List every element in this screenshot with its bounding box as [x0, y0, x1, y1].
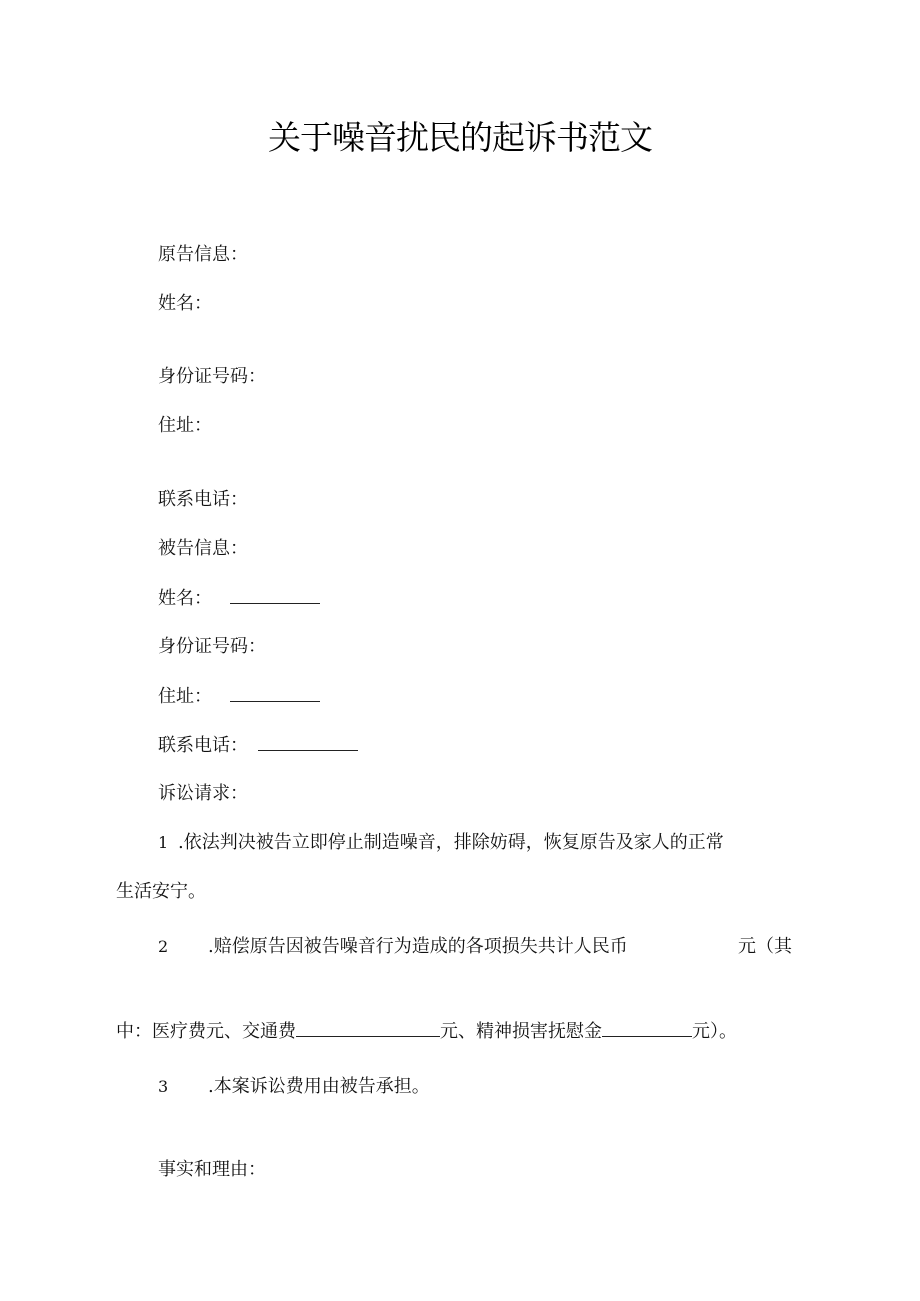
defendant-heading: 被告信息： [158, 538, 248, 559]
plaintiff-name-label: 姓名： [158, 293, 212, 314]
defendant-id-label: 身份证号码： [158, 636, 266, 657]
transport-fee-blank [296, 1018, 440, 1037]
claims-heading: 诉讼请求： [158, 783, 248, 804]
claim-item-2-line-2 [116, 1018, 737, 1045]
claim-item-2-number: 2 [158, 937, 169, 956]
facts-heading: 事实和理由： [158, 1159, 266, 1180]
claim-item-1-number: 1 [158, 833, 169, 852]
claim-item-2-text-end: 元（其 [738, 936, 792, 957]
claim-item-2-line-1 [158, 934, 628, 960]
claim-item-3-text: .本案诉讼费用由被告承担。 [208, 1076, 430, 1097]
defendant-name-row [158, 585, 320, 612]
defendant-address-row [158, 683, 320, 710]
defendant-name-label: 姓名： [158, 588, 212, 609]
defendant-address-label: 住址： [158, 686, 212, 707]
claim-item-3-number: 3 [158, 1077, 169, 1096]
plaintiff-address-label: 住址： [158, 415, 212, 436]
claim-item-2-closing: 元）。 [692, 1021, 737, 1042]
claim-item-2-text: .赔偿原告因被告噪音行为造成的各项损失共计人民币 [208, 936, 628, 957]
defendant-phone-blank [258, 732, 358, 751]
claim-item-1-line-1 [158, 830, 724, 856]
claim-item-3-line [158, 1074, 430, 1100]
plaintiff-heading: 原告信息： [158, 244, 248, 265]
mental-damages-blank [602, 1018, 692, 1037]
claim-item-1-text: .依法判决被告立即停止制造噪音，排除妨碍，恢复原告及家人的正常 [178, 832, 724, 853]
defendant-address-blank [230, 683, 320, 702]
defendant-name-blank [230, 585, 320, 604]
document-title: 关于噪音扰民的起诉书范文 [268, 118, 652, 157]
plaintiff-id-label: 身份证号码： [158, 366, 266, 387]
defendant-phone-label: 联系电话： [158, 735, 248, 756]
claim-item-2-medical-transport: 中：医疗费元、交通费 [116, 1021, 296, 1042]
plaintiff-phone-label: 联系电话： [158, 489, 248, 510]
defendant-phone-row [158, 732, 358, 759]
claim-item-1-line-2: 生活安宁。 [116, 881, 206, 902]
claim-item-2-mental-damages: 元、精神损害抚慰金 [440, 1021, 602, 1042]
